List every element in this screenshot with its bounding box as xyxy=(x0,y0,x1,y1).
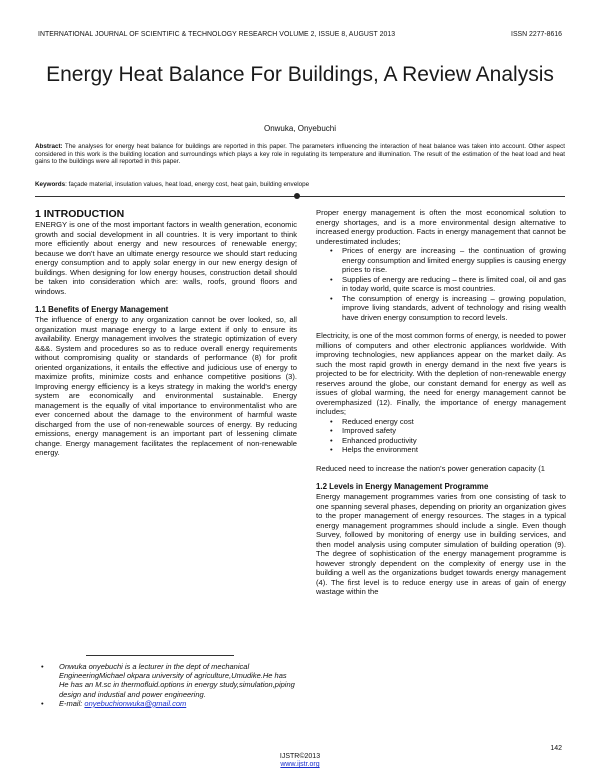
footnote-rule xyxy=(86,655,234,656)
importance-list xyxy=(322,417,566,455)
keywords xyxy=(35,181,565,189)
abstract xyxy=(35,143,565,166)
page-footer xyxy=(0,753,600,769)
paper-title: Energy Heat Balance For Buildings, A Review Analysis xyxy=(46,63,554,86)
subsection-1-1-title: 1.1 Benefits of Energy Management xyxy=(35,305,169,314)
right-column xyxy=(316,208,566,597)
subsection-1-2-title: 1.2 Levels in Energy Management Programme xyxy=(316,482,489,491)
intro-paragraph: ENERGY is one of the most important factors in wealth generation, economic growth and social development in all countries. It is very important to think more efficiently about energy and new resources of renewable energy; because we don't have an ultimate energy resource we should start reducing energy consumption and to apply solar energy in our new energy design of buildings. When designing for low energy houses, construction detail should be taken into consideration which are: walls, roofs, ground floors and windows. xyxy=(35,220,297,296)
list-item: • Improved safety xyxy=(322,426,566,436)
footer-code: IJSTR©2013 xyxy=(279,753,321,760)
page-number: 142 xyxy=(550,745,562,752)
email-link[interactable]: onyebuchionwuka@gmail.com xyxy=(84,698,187,708)
electricity-paragraph: Electricity, is one of the most common forms of energy, is needed to power millions of computers and other electronic appliances worldwide. With improving technologies, new appliances appear on the market daily. As such the most rapid growth in energy demand in the next five years is projected to be for electricity. With the depletion of non-renewable energy reserves around the globe, our constant demand for energy as well as issues of global warming, the need for energy management cannot be overemphasized (12). Finally, the importance of energy management includes; xyxy=(316,331,566,416)
list-item: • Supplies of energy are reducing – there is limited coal, oil and gas in today world, quite scarce is most countries. xyxy=(322,275,566,294)
footnote-email-label: E-mail: xyxy=(59,698,85,708)
left-column xyxy=(35,208,297,458)
facts-list xyxy=(322,246,566,322)
abstract-text: The analyses for energy heat balance for buildings are reported in this paper. The parameters influencing the interaction of heat balance was taken into account. Other aspect considered in this work is the building location and surroundings which plays a key role in regulating its temperature and illumination. The result of the estimation of the heat load and heat gains to the buildings were all reported in this paper. xyxy=(35,143,565,166)
section-1-title: 1 INTRODUCTION xyxy=(35,208,125,220)
keywords-label: Keywords xyxy=(35,181,66,188)
list-item: • Reduced energy cost xyxy=(322,417,566,427)
list-item: • The consumption of energy is increasing – growing population, improve living standards, advent of technology and rising wealth have driven energy consumption to record levels. xyxy=(322,294,566,323)
benefits-paragraph: The influence of energy to any organization cannot be over looked, so, all organization must manage energy to a large extent if only to ensure its availability. Energy management involves the strategic optimization of every &&&. System and procedures so as to reduce overall energy requirements without compromising quality or standards of performance (8) for profit oriented organizations, it entails the effective and judicious use of energy to maximize profits, minimize costs and enhance competitive positions (3). Improving energy efficiency is a keys strategy in making the world's energy system are economically and environmental sustainable. Energy management is the equally of vital importance to environmentalist who are ever concerned about the damage to the environment of harmful waste discharged from the use of non-renewable sources of energy. By reducing emissions, energy management is an important part of lessening climate change. Energy management facilitates the replacement of non-renewable energy. xyxy=(35,315,297,457)
section-divider xyxy=(35,196,565,197)
list-item: • Prices of energy are increasing – the continuation of growing energy consumption and limited energy supplies is causing energy prices to rise. xyxy=(322,246,566,275)
journal-header: INTERNATIONAL JOURNAL OF SCIENTIFIC & TECHNOLOGY RESEARCH VOLUME 2, ISSUE 8, AUGUST 2013 xyxy=(38,31,396,38)
abstract-label: Abstract: xyxy=(35,143,63,150)
levels-paragraph: Energy management programmes varies from one consisting of task to one spanning several phases, depending on priority an organization gives to the proper management of energy resources. The stages in a typical energy management programmes should include a single. Even though Survey, followed by monitoring of energy use in building services, and then model analysis using computer simulation of building operation (9). The degree of sophistication of the energy management programme is however strongly dependent on the complexity of energy use in the building a well as the organizations budget towards energy management (4). The first level is to reduce energy use in areas of gain of energy wastage within the xyxy=(316,492,566,596)
footnote-bio: • Onwuka onyebuchi is a lecturer in the dept of mechanical EngineeringMichael okpara university of agriculture,Umudike.He has He has an M.sc in thermofluid.options in energy study,simulation,piping design and industial and power engineering. xyxy=(35,662,297,699)
keywords-text: : façade material, insulation values, heat load, energy cost, heat gain, building envelope xyxy=(65,181,310,188)
footer-url[interactable]: www.ijstr.org xyxy=(280,761,320,768)
author: Onwuka, Onyebuchi xyxy=(263,124,337,133)
list-item: • Enhanced productivity xyxy=(322,436,566,446)
capacity-paragraph: Reduced need to increase the nation's power generation capacity (1 xyxy=(316,463,545,473)
issn: ISSN 2277-8616 xyxy=(511,31,562,38)
list-item: • Helps the environment xyxy=(322,445,566,455)
footnote-email-item xyxy=(35,699,297,708)
divider-dot xyxy=(294,193,300,199)
energy-management-paragraph: Proper energy management is often the most economical solution to energy shortages, and is a more environmental design alternative to increased energy production. Facts in energy management that cannot be underestimated includes; xyxy=(316,208,566,246)
author-footnote xyxy=(35,662,297,708)
